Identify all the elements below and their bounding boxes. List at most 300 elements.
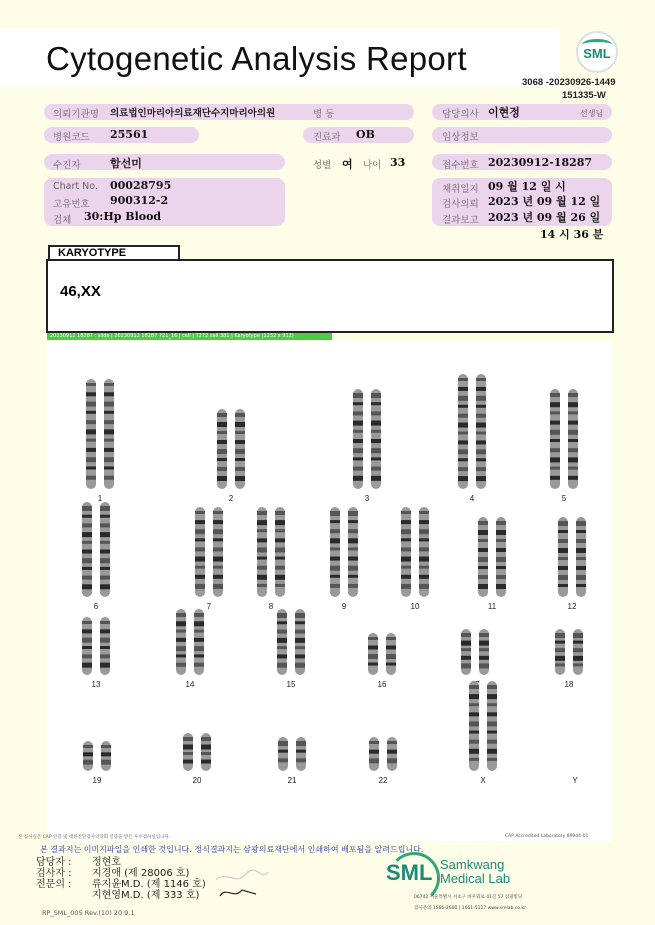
chromosome-band	[478, 548, 488, 552]
chromosome-band	[353, 430, 363, 433]
chromosome-band	[82, 558, 92, 563]
chromosome-band	[458, 467, 468, 471]
chromosome-band	[213, 575, 223, 579]
chromosome-band	[86, 411, 96, 414]
chromosome-band	[83, 760, 93, 765]
print-notice: 본 결과지는 이미지파일을 인쇄한 것입니다. 정식결과지는 삼광의료재단에서 인쇄하여 배포됨을 알려드립니다.	[40, 845, 424, 854]
chromosome-band	[458, 449, 468, 454]
chromosome-band	[275, 511, 285, 515]
examiner-label: 검사자 :	[36, 868, 72, 879]
chromosome-band	[104, 429, 114, 434]
chromosome-band	[348, 520, 358, 523]
chromosome-band	[458, 387, 468, 391]
chromosome-band	[476, 414, 486, 418]
chromosome-band	[176, 621, 186, 626]
chromosome-band	[487, 712, 497, 716]
chromosome-band	[478, 521, 488, 525]
chromosome-band	[217, 458, 227, 461]
chromosome-band	[458, 423, 468, 428]
chromosome-band	[576, 548, 586, 553]
chromosome-band	[353, 476, 363, 481]
chromosome-pair-5	[550, 389, 578, 503]
chromosome-pair-2	[217, 409, 245, 503]
chromosome-band	[104, 392, 114, 396]
chromosome-band	[235, 431, 245, 434]
chromosome-band	[257, 566, 267, 570]
chromosome-band	[386, 646, 396, 650]
chromosome-band	[100, 523, 110, 527]
chromosome-band	[296, 758, 306, 762]
chromosome-band	[568, 439, 578, 442]
chromosome-label-Y: Y	[572, 776, 578, 785]
chromosome-band	[371, 393, 381, 398]
specimen-label: 검체	[53, 215, 72, 226]
chromosome-band	[386, 663, 396, 666]
chromosome-band	[295, 630, 305, 634]
chromosome-band	[330, 557, 340, 561]
chromosome-band	[386, 654, 396, 659]
chromosome-band	[104, 420, 114, 424]
chromosome-band	[387, 750, 397, 754]
chromosome-band	[568, 393, 578, 397]
chromosome-band	[487, 685, 497, 689]
chromosome-band	[100, 515, 110, 518]
chromosome-band	[235, 422, 245, 427]
chromosome-band	[469, 721, 479, 726]
chromosome-band	[195, 547, 205, 551]
chromosome-band	[86, 466, 96, 469]
chromosome-band	[86, 420, 96, 424]
chromosome-band	[550, 411, 560, 414]
lab-name	[440, 858, 510, 886]
unique-no-value: 900312-2	[110, 194, 169, 207]
chromosome-band	[353, 402, 363, 405]
chromosome-band	[330, 566, 340, 571]
chromosome-band	[257, 547, 267, 552]
chart-no-value: 00028795	[110, 179, 172, 192]
chromosome-band	[176, 613, 186, 617]
chromosome-band	[183, 737, 193, 741]
karyogram-svg	[47, 341, 612, 841]
chromosome-band	[476, 440, 486, 444]
chromosome-band	[458, 378, 468, 381]
chromosome-band	[348, 511, 358, 516]
chromosome-band	[371, 411, 381, 415]
chromosome-band	[573, 648, 583, 652]
request-date-value: 2023 년 09 월 12 일	[488, 195, 601, 208]
chromosome-band	[213, 520, 223, 524]
chromosome-band	[558, 557, 568, 560]
accreditation-note: 본 검사실은 CAP 인증 및 대한진단검사의학회 인증을 받은 우수검사실입니다.	[18, 835, 171, 840]
lab-name-line2: Medical Lab	[440, 871, 511, 886]
age-value: 33	[390, 156, 406, 169]
chromosome-band	[550, 393, 560, 397]
chromosome-band	[469, 703, 479, 706]
samkwang-logo-text: SML	[386, 860, 433, 885]
chromosome-band	[201, 745, 211, 750]
chromosome-band	[86, 402, 96, 407]
chromosome-band	[275, 575, 285, 580]
chromosome-pair-1	[86, 379, 114, 503]
chromosome-band	[104, 439, 114, 442]
chromosome-band	[478, 557, 488, 562]
chromosome-band	[101, 752, 111, 756]
chromosome-band	[478, 584, 488, 589]
chromosome-band	[550, 448, 560, 452]
chromosome-band	[469, 712, 479, 716]
specialist-label: 전문의 :	[36, 879, 72, 890]
chromosome-band	[82, 541, 92, 544]
chromosome-band	[100, 558, 110, 563]
chromosome-pair-6	[82, 502, 110, 611]
chromosome-band	[217, 440, 227, 444]
chromosome-band	[83, 752, 93, 756]
chromosome-band	[295, 646, 305, 649]
chromosome-pair-19	[83, 741, 111, 785]
chromosome-band	[201, 760, 211, 764]
chromosome-band	[213, 511, 223, 514]
chromosome-band	[353, 421, 363, 426]
chromosome-band	[235, 440, 245, 444]
chromosome-band	[550, 457, 560, 462]
chromosome-band	[353, 393, 363, 398]
chromosome-band	[419, 547, 429, 551]
chromosome-label-21: 21	[287, 776, 297, 785]
chromosome-pair-14	[176, 609, 204, 689]
chromosome-band	[496, 530, 506, 535]
chromosome-band	[555, 663, 565, 666]
chromosome-band	[371, 430, 381, 433]
chromosome-band	[330, 538, 340, 543]
chromosome-band	[550, 439, 560, 442]
chromosome-band	[558, 530, 568, 533]
chromosome-band	[555, 648, 565, 652]
chromosome-band	[86, 448, 96, 452]
chromosome-label-20: 20	[192, 776, 202, 785]
lab-address: 06742 서울특별시 서초구 바우뫼로 41길 57 삼광빌딩	[414, 895, 523, 900]
chromosome-band	[176, 638, 186, 642]
chromosome-band	[100, 567, 110, 570]
ward-label: 병 동	[313, 109, 335, 120]
chromosome-band	[176, 654, 186, 657]
chromosome-band	[401, 547, 411, 551]
chromosome-band	[330, 547, 340, 550]
chromosome-band	[558, 584, 568, 587]
chromosome-band	[295, 613, 305, 618]
chromosome-band	[257, 511, 267, 515]
chromosome-band	[387, 741, 397, 744]
chromosome-band	[558, 548, 568, 553]
chromosome-band	[496, 521, 506, 525]
chromosome-band	[576, 566, 586, 570]
chromosome-pair-11	[478, 517, 506, 611]
chromosome-band	[194, 663, 204, 667]
sml-logo-icon	[576, 31, 618, 73]
doc-id-line1: 3068 -20230926-1449	[522, 77, 616, 88]
chromosome-band	[176, 646, 186, 651]
staff-label: 담당자 :	[36, 857, 72, 868]
chromosome-band	[496, 539, 506, 542]
chromosome-band	[275, 520, 285, 525]
chromosome-band	[401, 566, 411, 569]
chromosome-label-6: 6	[93, 602, 99, 611]
chromosome-band	[194, 621, 204, 626]
chromosome-band	[278, 750, 288, 753]
chromosome-band	[176, 663, 186, 667]
chromosome-band	[476, 449, 486, 454]
karyotype-tab: KARYOTYPE	[48, 245, 180, 260]
chromosome-band	[479, 663, 489, 668]
chromosome-band	[371, 457, 381, 460]
chromosome-band	[573, 663, 583, 666]
dept-value: OB	[356, 128, 375, 141]
chromosome-band	[275, 566, 285, 570]
chromosome-band	[573, 641, 583, 644]
chromosome-band	[419, 529, 429, 534]
chromosome-pair-13	[82, 617, 110, 689]
chromosome-band	[469, 740, 479, 744]
chromosome-band	[487, 721, 497, 726]
specialist2-value: 지현영M.D. (제 333 호)	[92, 890, 200, 901]
chromosome-pair-17	[461, 629, 489, 689]
chromosome-band	[458, 458, 468, 461]
chromosome-band	[419, 566, 429, 569]
chromosome-pair-9	[330, 507, 358, 611]
chromosome-band	[568, 476, 578, 480]
chromosome-label-18: 18	[564, 680, 574, 689]
chromosome-band	[348, 575, 358, 578]
chromosome-band	[568, 448, 578, 452]
dept-label: 진료과	[313, 132, 341, 143]
chromosome-band	[86, 476, 96, 480]
chromosome-band	[194, 638, 204, 642]
chromosome-band	[217, 449, 227, 454]
chromosome-band	[458, 405, 468, 408]
chromosome-band	[568, 402, 578, 407]
chromosome-band	[330, 529, 340, 533]
chromosome-band	[401, 511, 411, 514]
report-date-value: 2023 년 09 월 26 일	[488, 211, 601, 224]
chromosome-band	[82, 576, 92, 580]
chromosome-band	[550, 402, 560, 407]
chromosome-band	[419, 557, 429, 562]
chromosome-band	[235, 458, 245, 461]
chromosome-label-7: 7	[206, 602, 212, 611]
chromosome-band	[371, 467, 381, 471]
chromosome-band	[568, 457, 578, 462]
chromosome-band	[213, 529, 223, 534]
chromosome-band	[478, 566, 488, 569]
examiner-value: 지경애 (제 28006 호)	[92, 868, 190, 879]
chromosome-band	[275, 584, 285, 587]
chromosome-label-8: 8	[268, 602, 274, 611]
chromosome-band	[479, 656, 489, 660]
chromosome-band	[275, 538, 285, 542]
chromosome-band	[213, 566, 223, 569]
chromosome-band	[82, 663, 92, 668]
karyotype-box	[46, 259, 614, 333]
chromosome-band	[550, 421, 560, 425]
chromosome-band	[476, 458, 486, 461]
chromosome-band	[386, 637, 396, 640]
chromosome-band	[82, 506, 92, 511]
chromosome-band	[277, 663, 287, 668]
chromosome-band	[458, 476, 468, 481]
chromosome-band	[555, 656, 565, 661]
chromosome-band	[478, 539, 488, 542]
chromosome-band	[568, 430, 578, 435]
page-title: Cytogenetic Analysis Report	[46, 40, 467, 77]
chromosome-label-12: 12	[567, 602, 577, 611]
chromosome-label-2: 2	[228, 494, 234, 503]
chromosome-band	[277, 654, 287, 658]
chromosome-band	[213, 557, 223, 562]
sex-value: 여	[342, 158, 353, 171]
chromosome-band	[277, 638, 287, 643]
chromosome-band	[461, 656, 471, 660]
chromosome-band	[195, 538, 205, 541]
chromosome-band	[86, 457, 96, 462]
chromosome-band	[100, 638, 110, 643]
chromosome-band	[86, 383, 96, 386]
chromosome-band	[257, 575, 267, 580]
chromosome-band	[348, 584, 358, 588]
chromosome-band	[461, 648, 471, 651]
chromosome-band	[419, 538, 429, 541]
chromosome-band	[550, 476, 560, 480]
chromosome-band	[371, 421, 381, 426]
chromosome-band	[401, 529, 411, 534]
sex-label: 성별	[313, 160, 332, 171]
chromosome-band	[183, 745, 193, 750]
chromosome-band	[419, 511, 429, 514]
chromosome-band	[217, 431, 227, 434]
chromosome-band	[82, 532, 92, 537]
chromosome-band	[104, 411, 114, 414]
chromosome-pair-21	[278, 737, 306, 785]
chromosome-band	[183, 760, 193, 764]
chromosome-pair-3	[353, 389, 381, 503]
lab-name-line1: Samkwang	[440, 857, 505, 872]
chromosome-band	[568, 411, 578, 414]
chromosome-band	[550, 430, 560, 435]
chromosome-band	[100, 506, 110, 511]
chromosome-band	[496, 575, 506, 579]
chromosome-band	[217, 476, 227, 481]
lab-contact: 검사문의 1566-2600 | 1661-5117 www.smlab.co.kr	[414, 906, 526, 911]
chromosome-band	[100, 621, 110, 624]
chromosome-band	[275, 547, 285, 552]
chromosome-band	[348, 529, 358, 533]
chromosome-band	[100, 584, 110, 589]
chromosome-band	[573, 633, 583, 638]
chromosome-band	[496, 584, 506, 589]
chromosome-band	[104, 466, 114, 469]
recipient-value: 함선미	[110, 157, 142, 170]
institution-value: 의료법인마리아의료재단수지마리아의원	[110, 108, 276, 119]
chromosome-band	[194, 613, 204, 617]
chromosome-band	[368, 646, 378, 650]
chromosome-band	[194, 654, 204, 657]
chromosome-band	[217, 467, 227, 471]
chromosome-band	[194, 646, 204, 651]
unique-no-label: 고유번호	[53, 199, 90, 210]
chromosome-band	[213, 538, 223, 541]
chromosome-label-15: 15	[286, 680, 296, 689]
chromosome-band	[401, 575, 411, 579]
chromosome-band	[82, 523, 92, 527]
chromosome-band	[235, 413, 245, 417]
chromosome-band	[368, 663, 378, 666]
chromosome-band	[201, 752, 211, 755]
chromosome-band	[82, 584, 92, 589]
chromosome-label-5: 5	[561, 494, 567, 503]
chromosome-band	[550, 467, 560, 470]
chromosome-band	[82, 621, 92, 624]
chromosome-label-10: 10	[410, 602, 420, 611]
chromosome-pair-X	[469, 681, 497, 785]
image-caption-bar: 20230912 18287 : slide | 20230912 18287 721_16 | cell | T272 cell 381 | Karyotype (1232 x 912)	[47, 333, 332, 340]
chromosome-band	[195, 557, 205, 562]
chromosome-band	[257, 520, 267, 525]
chromosome-band	[568, 421, 578, 425]
chromosome-band	[213, 584, 223, 589]
chromosome-band	[555, 633, 565, 638]
chromosome-band	[82, 629, 92, 633]
chromosome-label-3: 3	[364, 494, 370, 503]
chromosome-band	[195, 520, 205, 524]
chromosome-band	[487, 740, 497, 744]
karyogram-image	[47, 341, 612, 841]
chromosome-band	[458, 440, 468, 444]
chromosome-pair-18	[555, 629, 583, 689]
chromosome-band	[487, 703, 497, 706]
chromosome-band	[555, 641, 565, 644]
chromosome-band	[235, 449, 245, 454]
chromosome-band	[330, 575, 340, 578]
chromosome-band	[576, 575, 586, 580]
chromosome-band	[104, 383, 114, 386]
chromosome-pair-8	[257, 507, 285, 611]
chromosome-pair-7	[195, 507, 223, 611]
chromosome-band	[469, 758, 479, 761]
doctor-label: 담당의사	[442, 109, 479, 120]
hospital-code-value: 25561	[110, 128, 149, 141]
chromosome-band	[257, 538, 267, 542]
chromosome-band	[235, 467, 245, 471]
chromosome-band	[371, 402, 381, 405]
chromosome-band	[576, 521, 586, 526]
chromosome-band	[82, 646, 92, 649]
cap-accreditation: CAP Accredited Laboratory 89944-01	[505, 834, 589, 839]
chromosome-label-11: 11	[487, 602, 497, 611]
specialist1-value: 류지윤M.D. (제 1146 호)	[92, 879, 206, 890]
chromosome-band	[201, 737, 211, 741]
chromosome-band	[461, 633, 471, 637]
chromosome-band	[104, 476, 114, 480]
chromosome-band	[278, 741, 288, 746]
chromosome-band	[295, 638, 305, 643]
chromosome-band	[86, 429, 96, 434]
chromosome-band	[476, 387, 486, 391]
chromosome-band	[348, 566, 358, 571]
chromosome-band	[330, 584, 340, 588]
chromosome-band	[295, 663, 305, 668]
doc-id-line2: 151335-W	[562, 90, 606, 101]
chromosome-band	[100, 654, 110, 658]
chromosome-band	[100, 576, 110, 580]
chromosome-band	[469, 685, 479, 689]
